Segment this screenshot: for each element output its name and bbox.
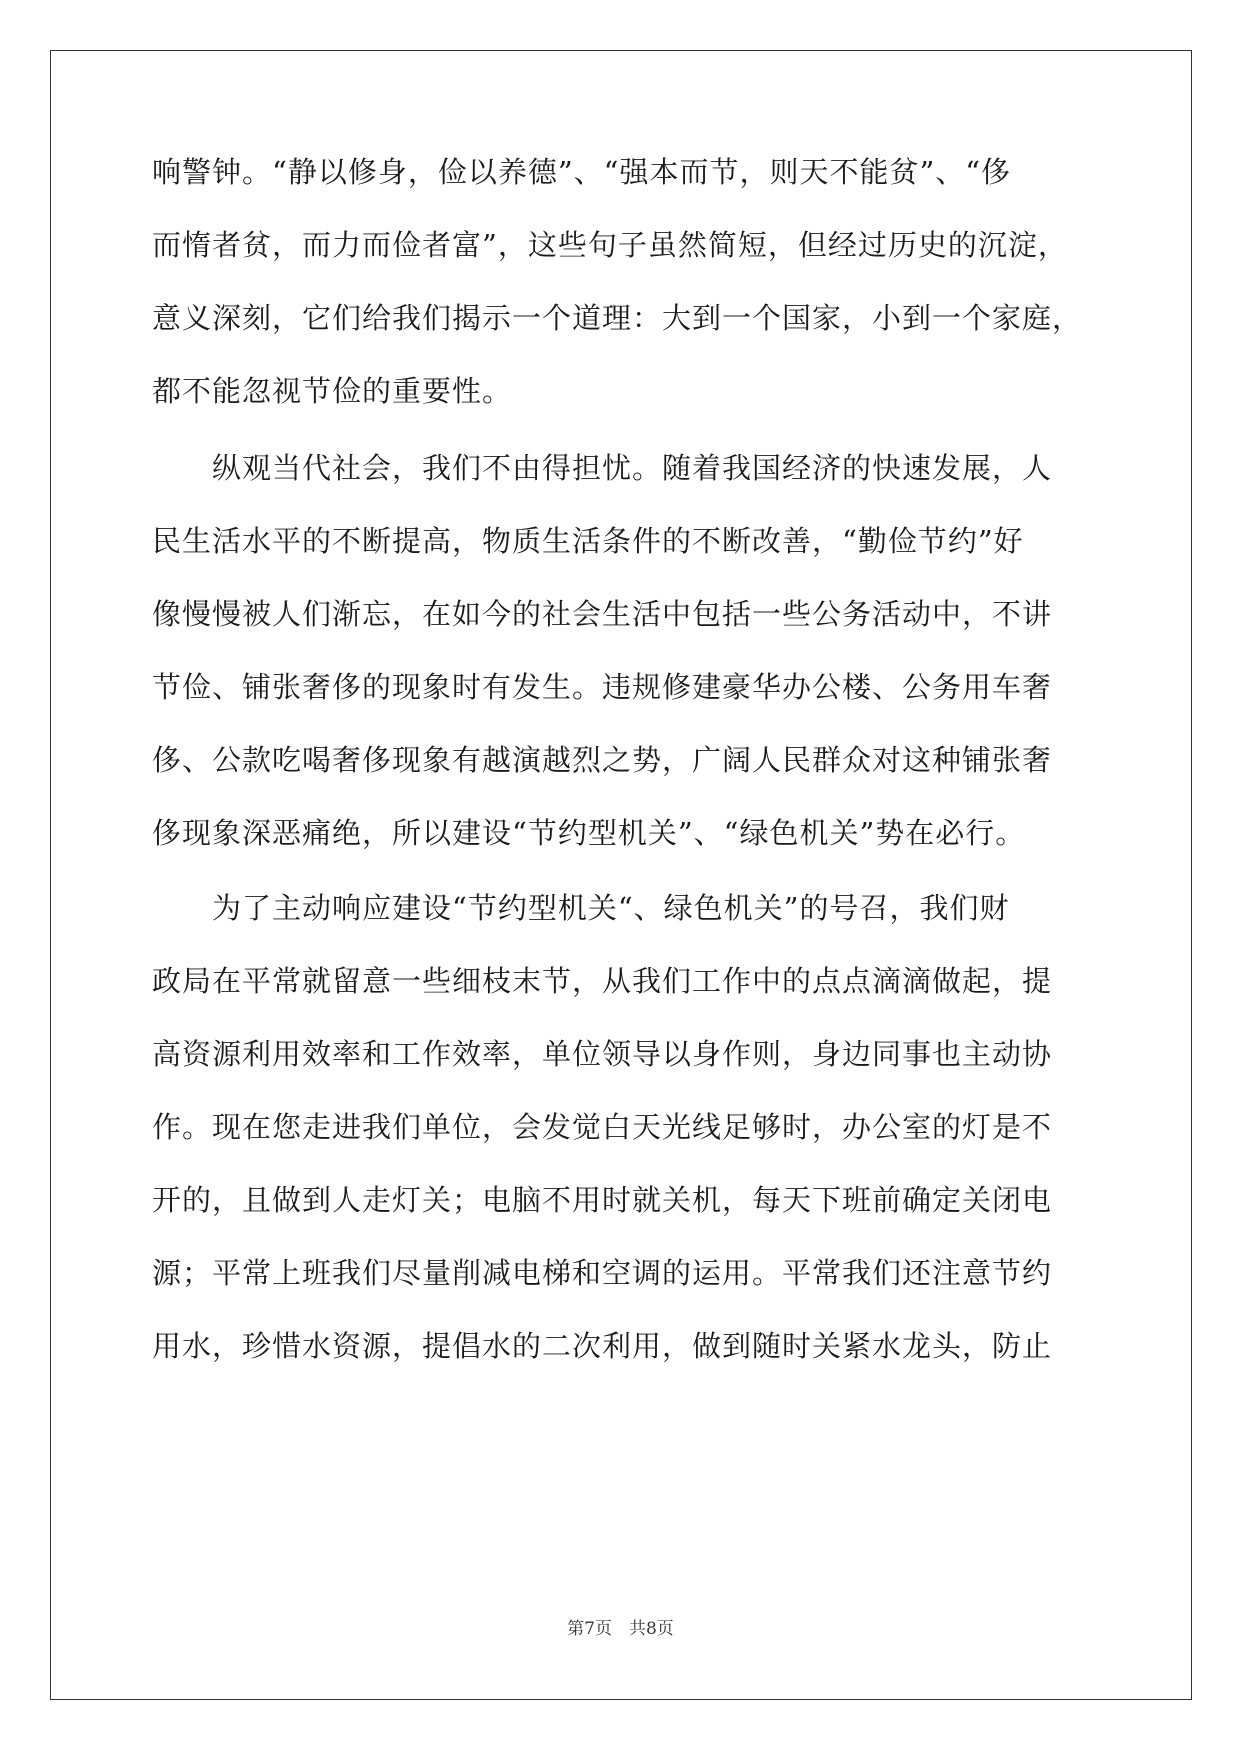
text-line: 像慢慢被人们渐忘，在如今的社会生活中包括一些公务活动中，不讲 <box>152 597 1053 631</box>
text-line: 作。现在您走进我们单位，会发觉白天光线足够时，办公室的灯是不 <box>152 1110 1053 1144</box>
text-line: 都不能忽视节俭的重要性。 <box>152 374 513 408</box>
text-line: 响警钟。“静以修身，俭以养德”、“强本而节，则天不能贫”、“侈 <box>152 155 1012 189</box>
text-line: 节俭、铺张奢侈的现象时有发生。违规修建豪华办公楼、公务用车奢 <box>152 670 1053 704</box>
text-line: 侈现象深恶痛绝，所以建设“节约型机关”、“绿色机关”势在必行。 <box>152 816 1026 850</box>
paragraph-first-line: 纵观当代社会，我们不由得担忧。随着我国经济的快速发展，人 <box>212 451 1053 485</box>
text-line: 民生活水平的不断提高，物质生活条件的不断改善，“勤俭节约”好 <box>152 524 1024 558</box>
text-line: 而惰者贫，而力而俭者富”，这些句子虽然简短，但经过历史的沉淀， <box>152 228 1068 262</box>
text-line: 政局在平常就留意一些细枝末节，从我们工作中的点点滴滴做起，提 <box>152 964 1053 998</box>
paragraph-first-line: 为了主动响应建设“节约型机关“、绿色机关”的号召，我们财 <box>212 891 1010 925</box>
text-line: 意义深刻，它们给我们揭示一个道理：大到一个国家，小到一个家庭， <box>152 301 1083 335</box>
text-line: 用水，珍惜水资源，提倡水的二次利用，做到随时关紧水龙头，防止 <box>152 1329 1053 1363</box>
text-line: 源；平常上班我们尽量削减电梯和空调的运用。平常我们还注意节约 <box>152 1256 1053 1290</box>
text-line: 侈、公款吃喝奢侈现象有越演越烈之势，广阔人民群众对这种铺张奢 <box>152 743 1053 777</box>
text-line: 高资源利用效率和工作效率，单位领导以身作则，身边同事也主动协 <box>152 1037 1053 1071</box>
text-line: 开的，且做到人走灯关；电脑不用时就关机，每天下班前确定关闭电 <box>152 1183 1053 1217</box>
page-number: 第7页 共8页 <box>567 1619 674 1639</box>
